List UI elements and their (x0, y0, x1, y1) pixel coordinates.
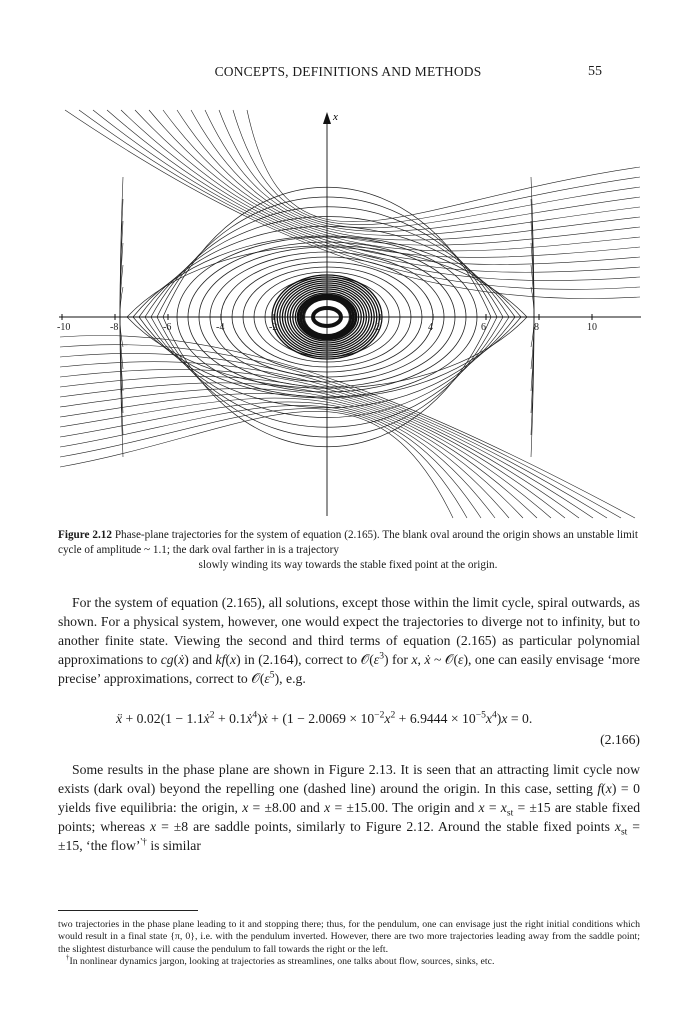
outer-trajectory (60, 394, 523, 518)
footnotes (58, 919, 640, 969)
outer-trajectory (60, 398, 509, 518)
x-tick-label: 4 (428, 322, 433, 333)
figure-label: Figure 2.12 (58, 529, 112, 541)
x-tick-label: 6 (481, 322, 486, 333)
axis-label-x: x (333, 111, 338, 123)
x-tick-label: -10 (57, 322, 71, 333)
outer-trajectory (205, 110, 640, 231)
equation-body: ẍ + 0.02(1 − 1.1ẋ$^2$ + 0.1ẋ$^4$)ẋ + $(1 - 2.0069 \times 10^{-2}x^2 + 6.9444 \times 10^{-5}x^4)x = 0$. (116, 709, 533, 726)
outer-trajectory (247, 110, 640, 222)
phase-plane-figure (55, 108, 645, 520)
x-tick-label: 10 (587, 322, 597, 333)
x-tick-label: -6 (163, 322, 172, 333)
outer-trajectory (65, 110, 640, 299)
outer-trajectory (60, 408, 467, 518)
footnote-rule (58, 910, 198, 911)
x-tick-label: -2 (269, 322, 278, 333)
x-tick-label: -8 (110, 322, 119, 333)
x-tick-label: -4 (216, 322, 225, 333)
x-tick-label: 2 (375, 322, 380, 333)
outer-trajectory (60, 402, 495, 518)
equation-number: (2.166) (600, 732, 640, 747)
outer-trajectory (60, 335, 635, 518)
outer-trajectory (60, 353, 607, 518)
paragraph-1: For the system of equation (2.165), all solutions, except those within the limit cycle, spiral outwards, as shown. For a physical system, however, one would expect the trajectories to diverge not to infinity, but to another finite state. Viewing the second and third terms of equation (2.165) as particular polynomial approximations to cg(ẋ) and kf(x) in (2.164), correct to $𝒪(\varepsilon^3)$ for x, ẋ ~ 𝒪(ε), one can easily envisage ‘more precise’ approximations, correct to $𝒪(\varepsilon^5)$, e.g. (58, 595, 640, 686)
footnote-dagger: †In nonlinear dynamics jargon, looking at trajectories as streamlines, one talks about flow, sources, sinks, etc. (66, 954, 495, 968)
caption-text: Phase-plane trajectories for the system of equation (2.165). The blank oval around the origin shows an unstable limit cycle of amplitude ~ 1.1; the dark oval farther in is a trajectory (58, 529, 639, 556)
figure-caption (58, 528, 638, 573)
x-tick-label: 8 (534, 322, 539, 333)
footnote-continued: two trajectories in the phase plane leading to it and stopping there; thus, for the pendulum, one can envisage just the right initial conditions which would result in a final state {π, 0}, i.e. with the pendulum inverted. However, there are two more trajectories leading away from the saddle point; the slightest disturbance will cause the pendulum to fall towards the right or the left. (58, 919, 640, 955)
running-title: CONCEPTS, DEFINITIONS AND METHODS (214, 64, 482, 79)
outer-trajectory (93, 110, 640, 281)
outer-trajectory (60, 345, 621, 518)
outer-trajectory (233, 110, 640, 225)
paragraph-2: Some results in the phase plane are shown in Figure 2.13. It is seen that an attracting limit cycle now exists (dark oval) beyond the repelling one (dashed line) around the origin. In this case, setting f(x) = 0 yields five equilibria: the origin, x = ±8.00 and x = ±15.00. The origin and $x = x_{st} = \pm 15$ are stable fixed points; whereas x = ±8 are saddle points, similarly to Figure 2.12. Around the stable fixed points $x_{st} = \pm 15$, ‘the flow’'† is similar (58, 762, 641, 853)
outer-trajectory (121, 110, 640, 265)
outer-trajectory (60, 411, 453, 518)
caption-text-last: slowly winding its way towards the stable fixed point at the origin. (198, 559, 498, 571)
y-axis-arrow (323, 112, 331, 124)
running-head (0, 64, 696, 84)
outer-trajectory (60, 388, 537, 518)
page-number: 55 (588, 64, 602, 79)
outer-trajectory (60, 405, 481, 518)
outer-trajectory (107, 110, 640, 272)
phase-plane-plot (55, 108, 645, 520)
